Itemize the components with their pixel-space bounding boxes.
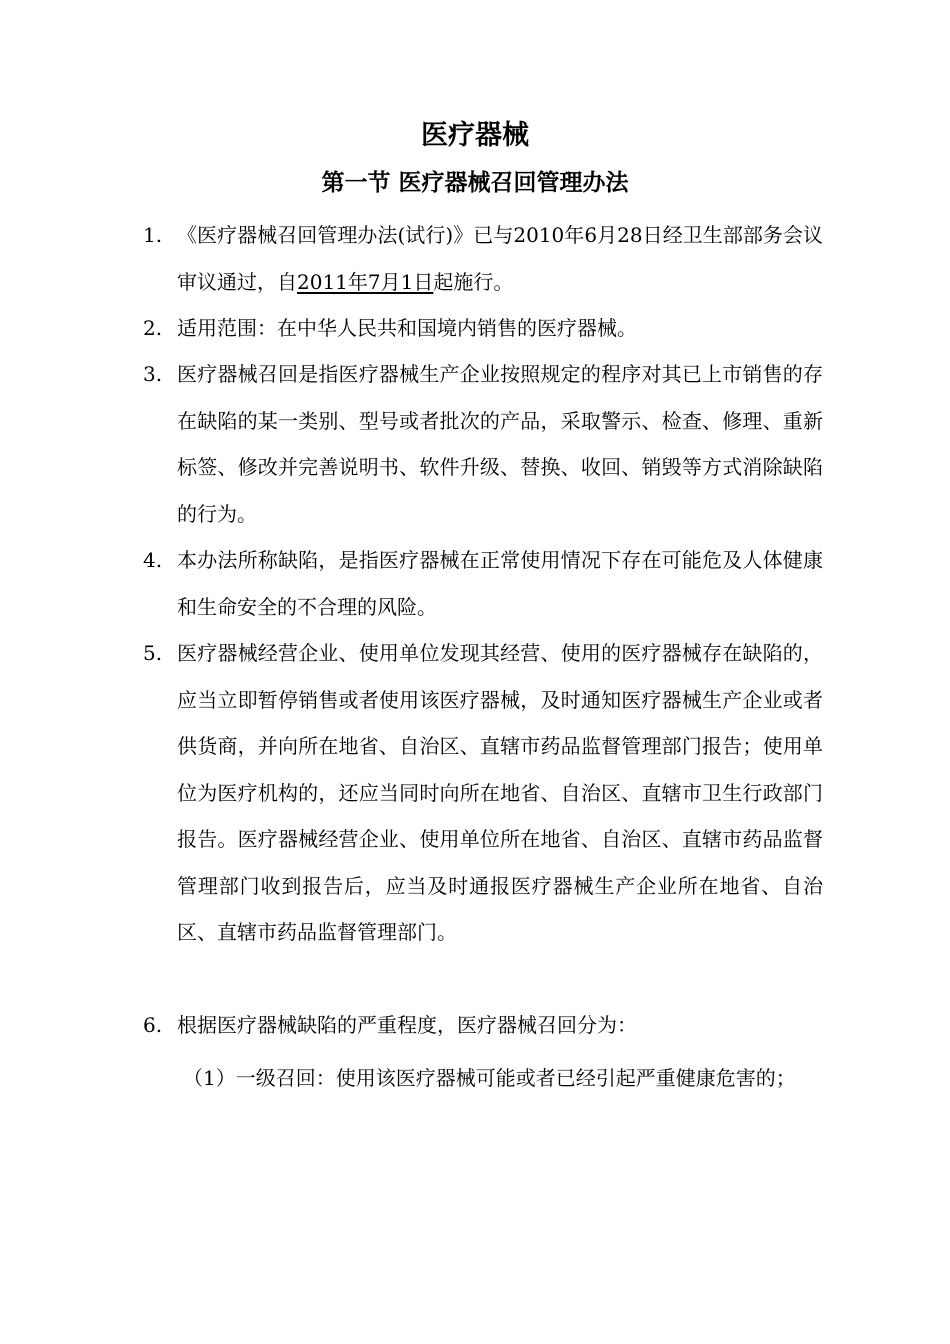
list-item-text: 适用范围：在中华人民共和国境内销售的医疗器械。 [177,316,637,340]
list-item-text [177,212,823,305]
sub-item-1: （1）一级召回：使用该医疗器械可能或者已经引起严重健康危害的； [183,1066,796,1090]
list-item-text: 本办法所称缺陷，是指医疗器械在正常使用情况下存在可能危及人体健康和生命安全的不合理的风险。 [177,548,823,619]
list-item-2 [143,305,823,352]
list-item-text-part: 《医疗器械召回管理办法(试行)》已与2010年6月28日经卫生部部务会议审议通过，自 [177,223,823,294]
list-item-number: 5. [143,641,163,665]
section-title: 第一节 医疗器械召回管理办法 [321,170,629,196]
list-item-number: 3. [143,362,163,386]
list-item-1 [143,212,823,305]
list-item-number: 1. [143,223,163,247]
list-item-number: 2. [143,316,163,340]
list-item-4 [143,537,823,630]
list-item-text-part: 起施行。 [433,269,514,294]
list-item-text: 医疗器械经营企业、使用单位发现其经营、使用的医疗器械存在缺陷的，应当立即暂停销售或者使用该医疗器械，及时通知医疗器械生产企业或者供货商，并向所在地省、自治区、直辖市药品监督管理部门报告；使用单位为医疗机构的，还应当同时向所在地省、自治区、直辖市卫生行政部门报告。医疗器械经营企业、使用单位所在地省、自治区、直辖市药品监督管理部门收到报告后，应当及时通报医疗器械生产企业所在地省、自治区、直辖市药品监督管理部门。 [177,641,823,944]
effective-date: 2011年7月1日 [297,269,434,294]
list-item-6 [143,1002,823,1049]
list-item-3 [143,351,823,537]
list-item-text: 根据医疗器械缺陷的严重程度，医疗器械召回分为： [177,1013,637,1037]
list-item-number: 4. [143,548,163,572]
list-item-text: 医疗器械召回是指医疗器械生产企业按照规定的程序对其已上市销售的存在缺陷的某一类别、型号或者批次的产品，采取警示、检查、修理、重新标签、修改并完善说明书、软件升级、替换、收回、销毁等方式消除缺陷的行为。 [177,362,823,526]
document-title: 医疗器械 [421,120,529,151]
list-item-5 [143,630,823,956]
list-item-number: 6. [143,1013,163,1037]
